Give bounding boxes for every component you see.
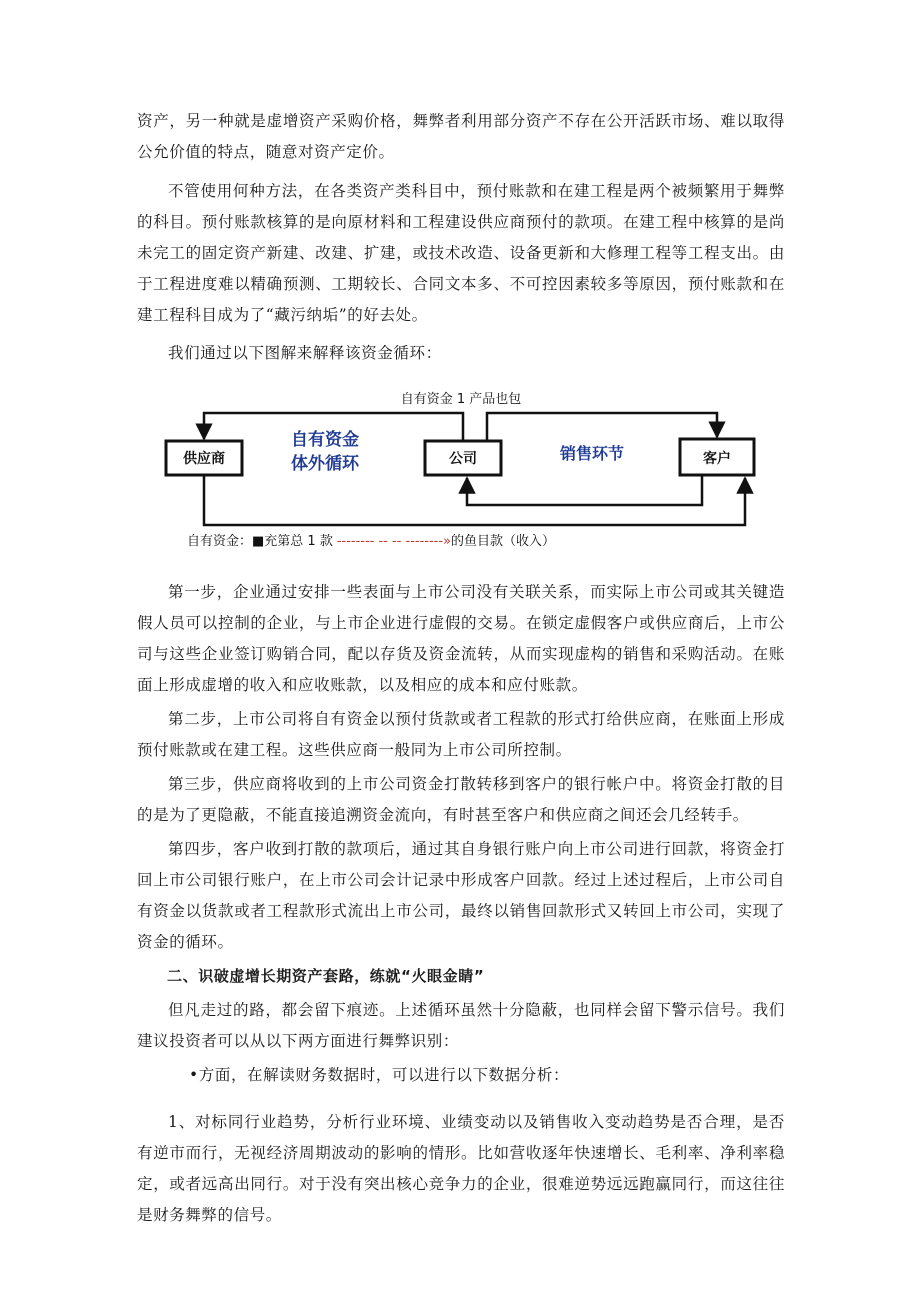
paragraph-diagram-intro: 我们通过以下图解来解释该资金循环：: [168, 344, 442, 362]
arrow-supplier-to-customer: [204, 475, 745, 525]
bottom-label-dashes: -------- -- -- --------»: [336, 534, 451, 549]
company-label: 公司: [449, 451, 477, 467]
region-label-external-cycle: 体外循环: [291, 454, 359, 474]
fund-cycle-diagram: [137, 375, 785, 571]
diagram-top-label: 自有资金 1 产品也包: [400, 392, 522, 407]
paragraph-step-three: 第三步，供应商将收到的上市公司资金打散转移到客户的银行帐户中。将资金打散的目的是为了更隐蔽，不能直接追溯资金流向，有时甚至客户和供应商之间还会几经转手。: [137, 775, 785, 824]
customer-label: 客户: [703, 451, 731, 467]
document-body: [137, 106, 785, 1231]
diagram-bottom-label: [187, 533, 555, 549]
bottom-label-right: 的鱼目款（收入）: [451, 534, 556, 549]
paragraph-step-four: 第四步，客户收到打散的款项后，通过其自身银行账户向上市公司进行回款，将资金打回上市公司银行账户，在上市公司会计记录中形成客户回款。经过上述过程后，上市公司自有资金以货款或者工程款形式流出上市公司，最终以销售回款形式又转回上市公司，实现了资金的循环。: [137, 840, 785, 951]
section-heading: 二、识破虚增长期资产套路，练就“火眼金睛”: [167, 967, 485, 985]
paragraph-step-one: 第一步，企业通过安排一些表面与上市公司没有关联关系，而实际上市公司或其关键造假人员可以控制的企业，与上市企业进行虚假的交易。在锁定虚假客户或供应商后，上市公司与这些企业签订购销合同，配以存货及资金流转，从而实现虚构的销售和采购活动。在账面上形成虚增的收入和应收账款，以及相应的成本和应付账款。: [137, 583, 785, 694]
paragraph-warning-signals: 但凡走过的路，都会留下痕迹。上述循环虽然十分隐蔽，也同样会留下警示信号。我们建议投资者可以从以下两方面进行舞弊识别：: [137, 1001, 785, 1050]
paragraph-prepayment-construction: 不管使用何种方法，在各类资产类科目中，预付账款和在建工程是两个被频繁用于舞弊的科目。预付账款核算的是向原材料和工程建设供应商预付的款项。在建工程中核算的是尚未完工的固定资产新建、改建、扩建，或技术改造、设备更新和大修理工程等工程支出。由于工程进度难以精确预测、工期较长、合同文本多、不可控因素较多等原因，预付账款和在建工程科目成为了“藏污纳垢”的好去处。: [137, 182, 785, 324]
region-label-self-funds: 自有资金: [291, 430, 359, 450]
paragraph-asset-pricing: 资产，另一种就是虚增资产采购价格，舞弊者利用部分资产不存在公开活跃市场、难以取得公允价值的特点，随意对资产定价。: [137, 112, 785, 161]
bullet-data-analysis: •方面，在解读财务数据时，可以进行以下数据分析：: [189, 1066, 570, 1084]
supplier-label: 供应商: [183, 451, 225, 467]
arrow-customer-to-company: [467, 475, 702, 505]
paragraph-industry-benchmark: 1、对标同行业趋势，分析行业环境、业绩变动以及销售收入变动趋势是否合理，是否有逆市而行，无视经济周期波动的影响的情形。比如营收逐年快速增长、毛利率、净利率稳定，或者远高出同行。对于没有突出核心竞争力的企业，很难逆势远远跑赢同行，而这往往是财务舞弊的信号。: [137, 1113, 785, 1224]
bottom-label-left: 自有资金：■充第总 1 款: [187, 534, 333, 549]
region-label-sales: 销售环节: [559, 444, 625, 463]
fund-cycle-diagram-svg: [137, 375, 785, 571]
paragraph-step-two: 第二步，上市公司将自有资金以预付货款或者工程款的形式打给供应商，在账面上形成预付账款或在建工程。这些供应商一般同为上市公司所控制。: [137, 710, 785, 759]
arrow-company-to-customer: [487, 413, 717, 441]
